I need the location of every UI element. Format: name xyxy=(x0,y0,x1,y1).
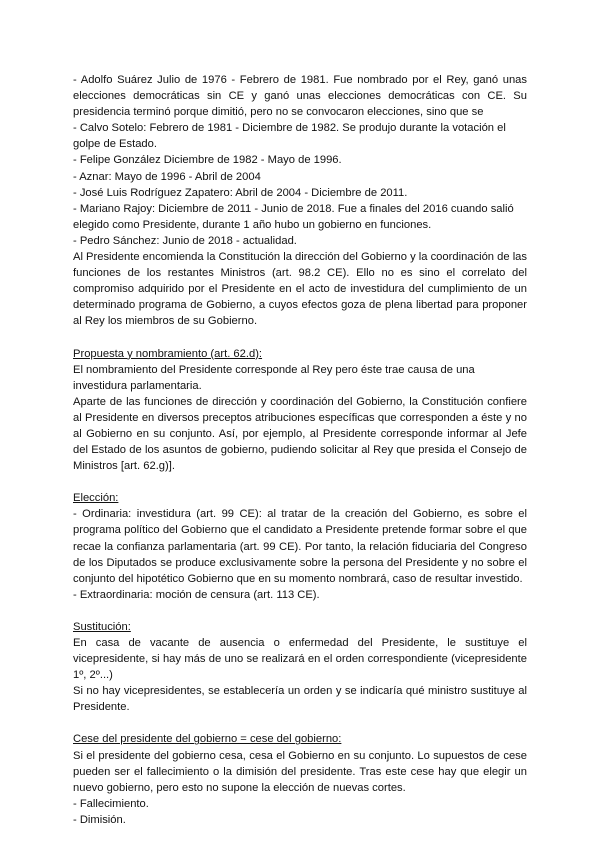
eleccion-extraordinaria: - Extraordinaria: moción de censura (art. 113 CE). xyxy=(73,588,320,601)
spacer xyxy=(73,474,527,490)
sustitucion-paragraph-1: En casa de vacante de ausencia o enfermedad del Presidente, le sustituye el vicepresidente, si hay más de uno se realizará en el orden correspondiente (vicepresidente 1º, 2º...) xyxy=(73,637,527,682)
president-zapatero: - José Luis Rodríguez Zapatero: Abril de 2004 - Diciembre de 2011. xyxy=(73,186,408,199)
heading-eleccion: Elección: xyxy=(73,492,119,505)
president-aznar: - Aznar: Mayo de 1996 - Abril de 2004 xyxy=(73,170,261,183)
propuesta-paragraph-2: Aparte de las funciones de dirección y coordinación del Gobierno, la Constitución confiere al Presidente en diversos preceptos atribuciones específicas que corresponden a éste y no al Gobierno en su conjunto. Así, por ejemplo, al Presidente corresponde informar al Jefe del Estado de los asuntos de gobierno, pudiendo solicitar al Rey que presida el Consejo de Ministros [art. 62.g)]. xyxy=(73,395,527,473)
propuesta-paragraph-1: El nombramiento del Presidente corresponde al Rey pero éste trae causa de una investidura parlamentaria. xyxy=(73,363,475,392)
cese-item-fallecimiento: - Fallecimiento. xyxy=(73,797,149,810)
spacer xyxy=(73,715,527,731)
heading-cese: Cese del presidente del gobierno = cese del gobierno: xyxy=(73,733,342,746)
heading-propuesta: Propuesta y nombramiento (art. 62.d): xyxy=(73,347,263,360)
spacer xyxy=(73,603,527,619)
president-suarez: - Adolfo Suárez Julio de 1976 - Febrero de 1981. Fue nombrado por el Rey, ganó unas elecciones democráticas sin CE y ganó unas elecciones democráticas con CE. Su presidencia terminó porque dimitió, pero no se convocaron elecciones, sino que se xyxy=(73,74,527,119)
eleccion-ordinaria: - Ordinaria: investidura (art. 99 CE): al tratar de la creación del Gobierno, es sobre el programa político del Gobierno que el candidato a Presidente pretende formar sobre el que recae la confianza parlamentaria (art. 99 CE). Por tanto, la relación fiduciaria del Congreso de los Diputados se produce exclusivamente sobre la persona del Presidente y no sobre el conjunto del hipotético Gobierno que en su momento nombrará, caso de resultar investido. xyxy=(73,508,527,585)
president-sanchez: - Pedro Sánchez: Junio de 2018 - actualidad. xyxy=(73,234,297,247)
cese-item-dimision: - Dimisión. xyxy=(73,813,126,826)
intro-paragraph: Al Presidente encomienda la Constitución la dirección del Gobierno y la coordinación de las funciones de los restantes Ministros (art. 98.2 CE). Ello no es sino el correlato del compromiso adquirido por el Presidente en el acto de investidura del cumplimiento de un determinado programa de Gobierno, a cuyos efectos goza de plena libertad para proponer al Rey los miembros de su Gobierno. xyxy=(73,251,527,328)
cese-paragraph-1: Si el presidente del gobierno cesa, cesa el Gobierno en su conjunto. Lo supuestos de cese pueden ser el fallecimiento o la dimisión del presidente. Tras este cese hay que elegir un nuevo gobierno, pero esto no supone la elección de nuevas cortes. xyxy=(73,749,527,794)
sustitucion-paragraph-2: Si no hay vicepresidentes, se establecería un orden y se indicaría qué ministro sustituye al Presidente. xyxy=(73,685,527,714)
president-rajoy: - Mariano Rajoy: Diciembre de 2011 - Junio de 2018. Fue a finales del 2016 cuando salió elegido como Presidente, durante 1 año hubo un gobierno en funciones. xyxy=(73,202,514,231)
spacer xyxy=(73,330,527,346)
heading-sustitucion: Sustitución: xyxy=(73,620,131,633)
president-gonzalez: - Felipe González Diciembre de 1982 - Mayo de 1996. xyxy=(73,154,342,167)
president-calvo-sotelo: - Calvo Sotelo: Febrero de 1981 - Diciembre de 1982. Se produjo durante la votación el golpe de Estado. xyxy=(73,122,506,151)
